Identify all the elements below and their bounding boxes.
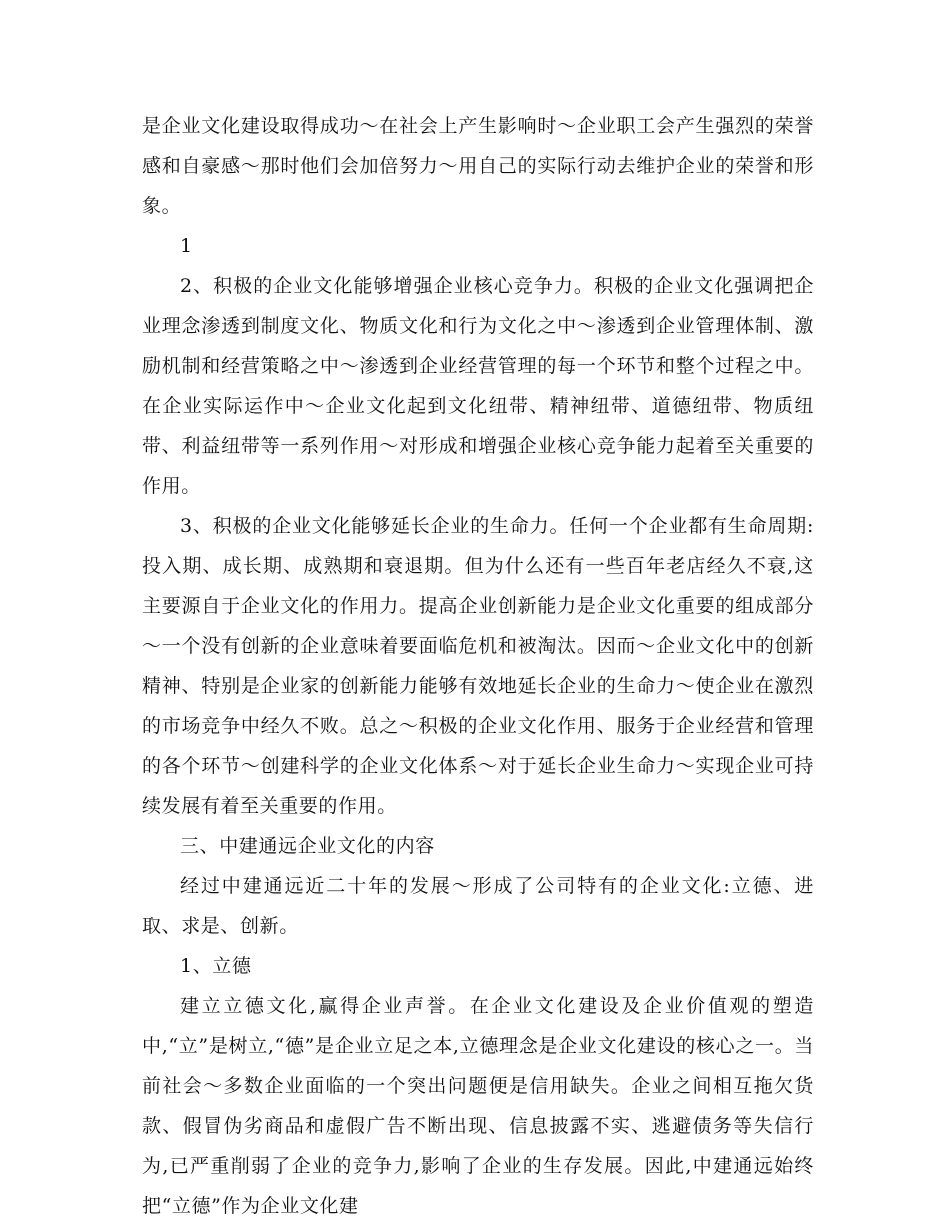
page-number: 1 xyxy=(180,235,193,257)
subheading-lide: 1、立德 xyxy=(180,955,252,977)
paragraph-core-competitiveness: 2、积极的企业文化能够增强企业核心竞争力。积极的企业文化强调把企业理念渗透到制度文化、物质文化和行为文化之中～渗透到企业管理体制、激励机制和经营策略之中～渗透到企业经营管理的每一个环节和整个过程之中。在企业实际运作中～企业文化起到文化纽带、精神纽带、道德纽带、物质纽带、利益纽带等一系列作用～对形成和增强企业核心竞争能力起着至关重要的作用。 xyxy=(142,275,814,497)
paragraph-continuation: 是企业文化建设取得成功～在社会上产生影响时～企业职工会产生强烈的荣誉感和自豪感～那时他们会加倍努力～用自己的实际行动去维护企业的荣誉和形象。 xyxy=(142,115,814,217)
section-heading-culture-content: 三、中建通远企业文化的内容 xyxy=(180,835,435,857)
paragraph-lide: 建立立德文化,赢得企业声誉。在企业文化建设及企业价值观的塑造中,“立”是树立,“德”是企业立足之本,立德理念是企业文化建设的核心之一。当前社会～多数企业面临的一个突出问题便是信用缺失。企业之间相互拖欠货款、假冒伪劣商品和虚假广告不断出现、信息披露不实、逃避债务等失信行为,已严重削弱了企业的竞争力,影响了企业的生存发展。因此,中建通远始终把“立德”作为企业文化建 xyxy=(142,995,814,1217)
paragraph-culture-summary: 经过中建通远近二十年的发展～形成了公司特有的企业文化:立德、进取、求是、创新。 xyxy=(142,875,814,937)
document-body xyxy=(142,106,814,1226)
paragraph-vitality: 3、积极的企业文化能够延长企业的生命力。任何一个企业都有生命周期:投入期、成长期、成熟期和衰退期。但为什么还有一些百年老店经久不衰,这主要源自于企业文化的作用力。提高企业创新能力是企业文化重要的组成部分～一个没有创新的企业意味着要面临危机和被淘汰。因而～企业文化中的创新精神、特别是企业家的创新能力能够有效地延长企业的生命力～使企业在激烈的市场竞争中经久不败。总之～积极的企业文化作用、服务于企业经营和管理的各个环节～创建科学的企业文化体系～对于延长企业生命力～实现企业可持续发展有着至关重要的作用。 xyxy=(142,515,814,817)
